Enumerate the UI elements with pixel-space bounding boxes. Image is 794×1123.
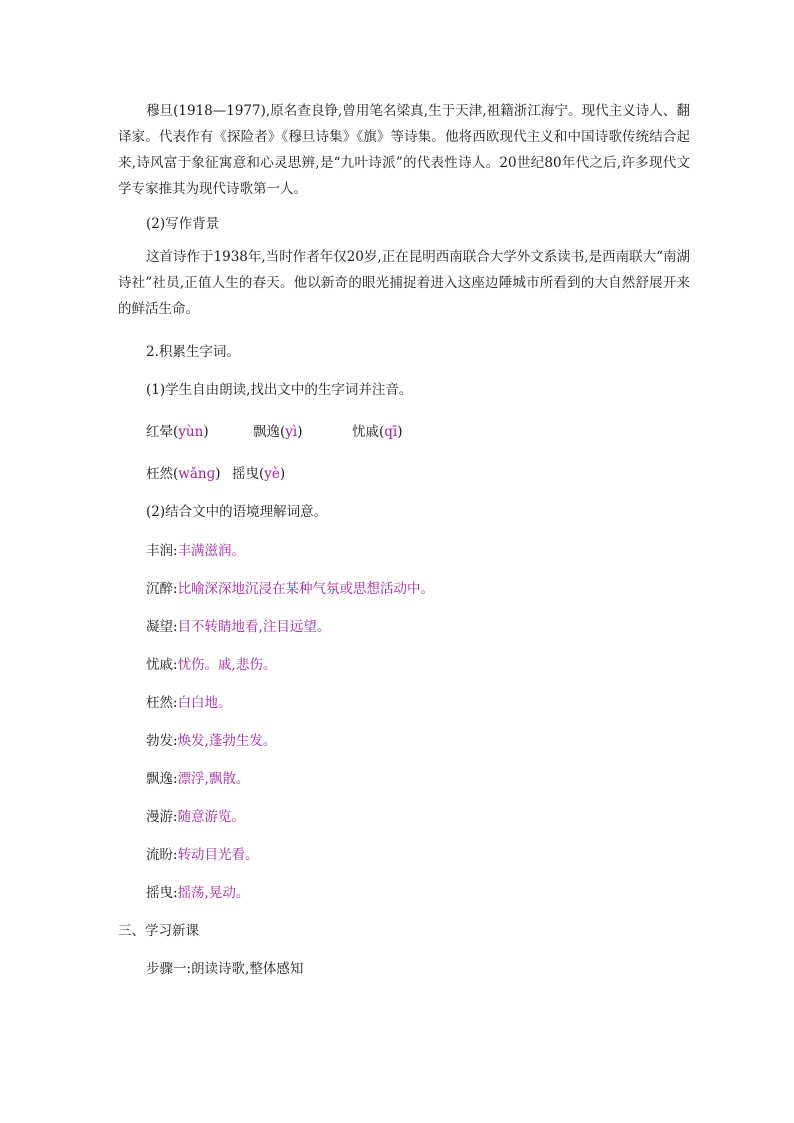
definition-meaning: 丰满滋润。 (177, 543, 246, 559)
pinyin-word: 飘逸 (253, 424, 280, 440)
definition-term: 忧戚: (146, 657, 178, 673)
definition-meaning: 比喻深深地沉浸在某种气氛或思想活动中。 (177, 581, 435, 597)
definition-meaning: 摇荡,晃动。 (177, 885, 250, 901)
definition-meaning: 白白地。 (177, 695, 232, 711)
section-3-heading: 三、学习新课 (118, 923, 199, 939)
definition-row (146, 691, 232, 711)
pinyin-word: 忧戚 (352, 424, 379, 440)
definition-row (146, 767, 249, 787)
pinyin-entry: 红晕(yùn) (146, 424, 209, 440)
author-intro-paragraph: 穆旦(1918—1977),原名查良铮,曾用笔名梁真,生于天津,祖籍浙江海宁。现代主义诗人、翻译家。代表作有《探险者》《穆旦诗集》《旗》等诗集。他将西欧现代主义和中国诗歌传统结合起来,诗风富于象征寓意和心灵思辨,是“九叶诗派”的代表性诗人。20世纪80年代之后,许多现代文学专家推其为现代诗歌第一人。 (118, 103, 690, 197)
definition-term: 丰润: (146, 543, 178, 559)
vocab-task-1: (1)学生自由朗读,找出文中的生字词并注音。 (146, 382, 413, 398)
definition-term: 摇曳: (146, 885, 178, 901)
definition-row (146, 843, 259, 863)
definition-term: 凝望: (146, 619, 178, 635)
pinyin-entry: 飘逸(yì) (253, 424, 303, 440)
definition-meaning: 焕发,蓬勃生发。 (177, 733, 277, 749)
definition-row (146, 539, 245, 559)
vocab-heading: 2.积累生字词。 (146, 344, 240, 360)
definition-meaning: 目不转睛地看,注目远望。 (177, 619, 331, 635)
definition-term: 飘逸: (146, 771, 178, 787)
pinyin-entry: 摇曳(yè) (232, 466, 286, 482)
pinyin-reading: qī (384, 424, 398, 440)
pinyin-word: 摇曳 (232, 466, 259, 482)
pinyin-reading: wǎnɡ (178, 466, 216, 482)
definition-term: 沉醉: (146, 581, 178, 597)
definition-row (146, 577, 434, 597)
writing-background-heading: (2)写作背景 (146, 216, 220, 232)
definition-row (146, 881, 249, 901)
definition-term: 枉然: (146, 695, 178, 711)
definition-meaning: 漂浮,飘散。 (177, 771, 250, 787)
pinyin-reading: yùn (178, 424, 204, 440)
definition-row (146, 805, 245, 825)
pinyin-reading: yì (285, 424, 298, 440)
pinyin-reading: yè (264, 466, 280, 482)
pinyin-entry: 枉然(wǎnɡ) (146, 466, 221, 482)
writing-background-paragraph: 这首诗作于1938年,当时作者年仅20岁,正在昆明西南联合大学外文系读书,是西南联大“南湖诗社”社员,正值人生的春天。他以新奇的眼光捕捉着进入这座边陲城市所看到的大自然舒展开来的鲜活生命。 (118, 249, 690, 317)
pinyin-word: 红晕 (146, 424, 173, 440)
pinyin-entry: 忧戚(qī) (352, 424, 403, 440)
definition-row (146, 615, 330, 635)
vocab-task-2: (2)结合文中的语境理解词意。 (146, 504, 328, 520)
step-1-heading: 步骤一:朗读诗歌,整体感知 (146, 961, 304, 977)
definition-row (146, 729, 276, 749)
definition-meaning: 忧伤。戚,悲伤。 (177, 657, 277, 673)
definition-term: 漫游: (146, 809, 178, 825)
definition-term: 流盼: (146, 847, 178, 863)
definition-term: 勃发: (146, 733, 178, 749)
definition-row (146, 653, 276, 673)
definition-meaning: 转动目光看。 (177, 847, 259, 863)
pinyin-word: 枉然 (146, 466, 173, 482)
definition-meaning: 随意游览。 (177, 809, 246, 825)
